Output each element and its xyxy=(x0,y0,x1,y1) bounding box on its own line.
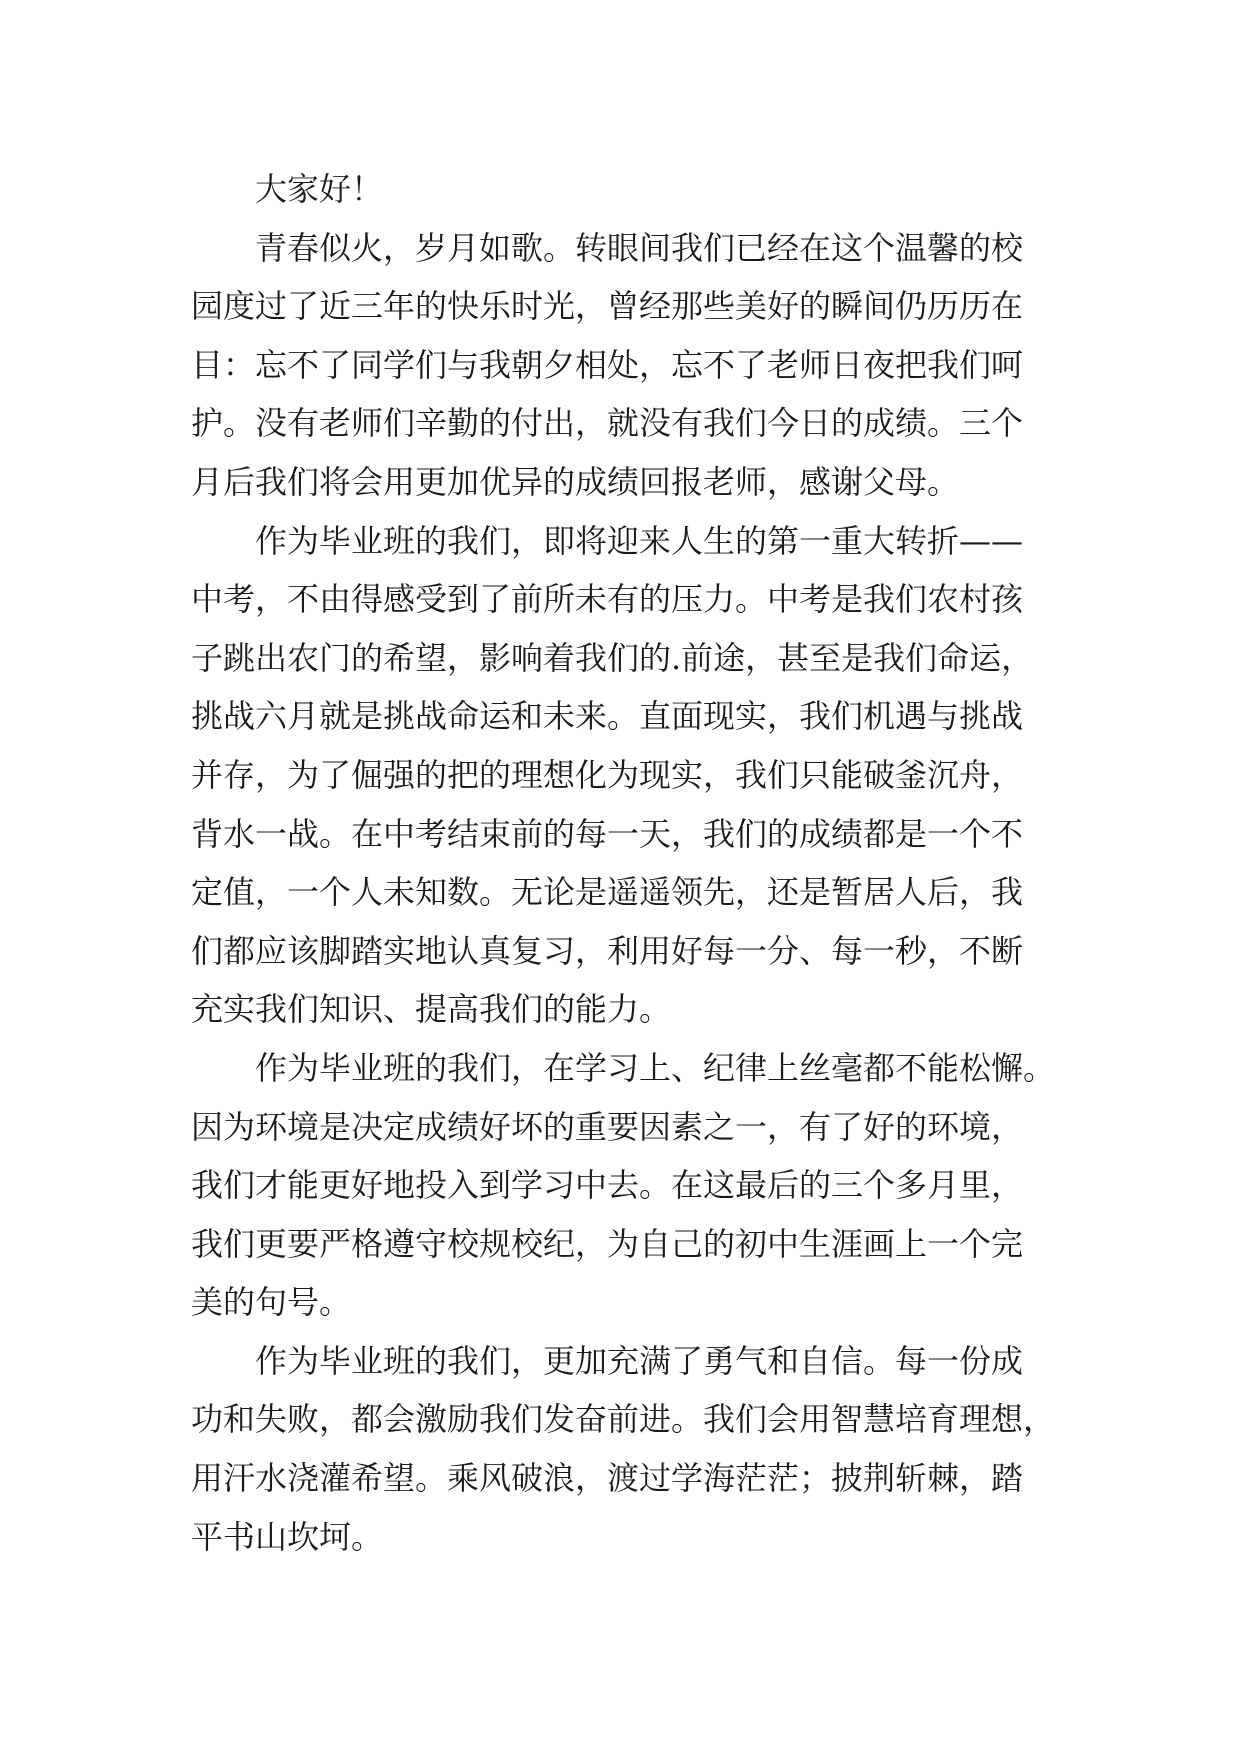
text-line: 充实我们知识、提高我们的能力。 xyxy=(191,990,672,1029)
text-line: 护。没有老师们辛勤的付出，就没有我们今日的成绩。三个 xyxy=(191,404,1024,443)
paragraph-first-line: 大家好！ xyxy=(255,170,384,208)
paragraph-first-line: 作为毕业班的我们，更加充满了勇气和自信。每一份成 xyxy=(255,1341,1024,1380)
text-line: 子跳出农门的希望，影响着我们的.前途，甚至是我们命运， xyxy=(191,638,1034,677)
paragraph-first-line: 青春似火，岁月如歌。转眼间我们已经在这个温馨的校 xyxy=(255,228,1024,267)
text-line: 美的句号。 xyxy=(191,1283,352,1322)
text-line: 我们才能更好地投入到学习中去。在这最后的三个多月里， xyxy=(191,1166,1024,1205)
text-line: 目：忘不了同学们与我朝夕相处，忘不了老师日夜把我们呵 xyxy=(191,345,1024,384)
speech-text-body xyxy=(191,160,1071,1566)
text-line: 园度过了近三年的快乐时光，曾经那些美好的瞬间仍历历在 xyxy=(191,287,1024,326)
text-line: 功和失败，都会激励我们发奋前进。我们会用智慧培育理想， xyxy=(191,1400,1056,1439)
text-line: 定值，一个人未知数。无论是遥遥领先，还是暂居人后，我 xyxy=(191,873,1024,912)
paragraph-first-line: 作为毕业班的我们，即将迎来人生的第一重大转折—— xyxy=(255,521,1024,560)
text-line: 并存，为了倔强的把的理想化为现实，我们只能破釜沉舟， xyxy=(191,755,1024,794)
text-line: 平书山坎坷。 xyxy=(191,1517,384,1556)
text-line: 挑战六月就是挑战命运和未来。直面现实，我们机遇与挑战 xyxy=(191,697,1024,736)
text-line: 背水一战。在中考结束前的每一天，我们的成绩都是一个不 xyxy=(191,814,1024,853)
text-line: 们都应该脚踏实地认真复习，利用好每一分、每一秒，不断 xyxy=(191,931,1024,970)
text-line: 月后我们将会用更加优异的成绩回报老师，感谢父母。 xyxy=(191,462,960,501)
text-line: 我们更要严格遵守校规校纪，为自己的初中生涯画上一个完 xyxy=(191,1224,1024,1263)
text-line: 用汗水浇灌希望。乘风破浪，渡过学海茫茫；披荆斩棘，踏 xyxy=(191,1459,1024,1498)
paragraph-first-line: 作为毕业班的我们，在学习上、纪律上丝毫都不能松懈。 xyxy=(255,1048,1056,1087)
text-line: 因为环境是决定成绩好坏的重要因素之一，有了好的环境， xyxy=(191,1107,1024,1146)
text-line: 中考，不由得感受到了前所未有的压力。中考是我们农村孩 xyxy=(191,580,1024,619)
